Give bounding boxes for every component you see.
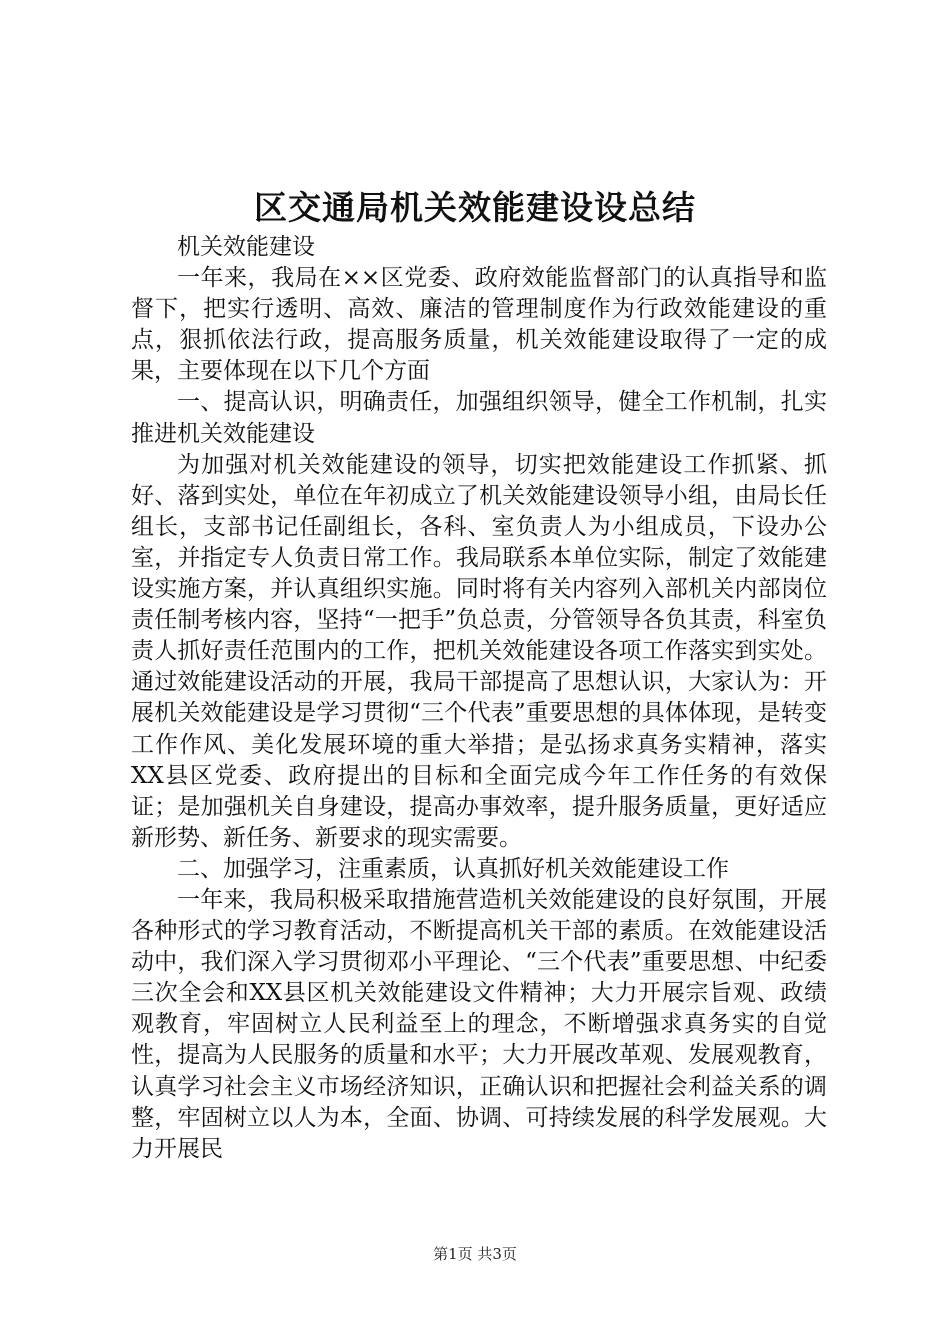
intro-paragraph: 一年来，我局在××区党委、政府效能监督部门的认真指导和监督下，把实行透明、高效、廉洁的管理制度作为行政效能建设的重点，狠抓依法行政，提高服务质量，机关效能建设取得了一定的成果，主要体现在以下几个方面 [131,265,827,385]
section-heading-2: 二、加强学习，注重素质，认真抓好机关效能建设工作 [177,855,729,882]
page-number-footer: 第1页 共3页 [433,1245,517,1263]
section-heading-1: 一、提高认识，明确责任，加强组织领导，健全工作机制，扎实推进机关效能建设 [131,389,827,447]
body-paragraph-2: 一年来，我局积极采取措施营造机关效能建设的良好氛围，开展各种形式的学习教育活动，不断提高机关干部的素质。在效能建设活动中，我们深入学习贯彻邓小平理论、“三个代表”重要思想、中纪委三次全会和XX县区机关效能建设文件精神；大力开展宗旨观、政绩观教育，牢固树立人民利益至上的理念，不断增强求真务实的自觉性，提高为人民服务的质量和水平；大力开展改革观、发展观教育，认真学习社会主义市场经济知识，正确认识和把握社会利益关系的调整，牢固树立以人为本，全面、协调、可持续发展的科学发展观。大力开展民 [131,886,827,1162]
document-title: 区交通局机关效能建设设总结 [254,188,696,227]
body-paragraph-1: 为加强对机关效能建设的领导，切实把效能建设工作抓紧、抓好、落到实处，单位在年初成立了机关效能建设领导小组，由局长任组长，支部书记任副组长，各科、室负责人为小组成员，下设办公室，并指定专人负责日常工作。我局联系本单位实际，制定了效能建设实施方案，并认真组织实施。同时将有关内容列入部机关内部岗位责任制考核内容，坚持“一把手”负总责，分管领导各负其责，科室负责人抓好责任范围内的工作，把机关效能建设各项工作落实到实处。通过效能建设活动的开展，我局干部提高了思想认识，大家认为：开展机关效能建设是学习贯彻“三个代表”重要思想的具体体现，是转变工作作风、美化发展环境的重大举措；是弘扬求真务实精神，落实XX县区党委、政府提出的目标和全面完成今年工作任务的有效保证；是加强机关自身建设，提高办事效率，提升服务质量，更好适应新形势、新任务、新要求的现实需要。 [131,451,827,851]
document-body [131,232,827,1165]
section-label: 机关效能建设 [177,234,315,260]
